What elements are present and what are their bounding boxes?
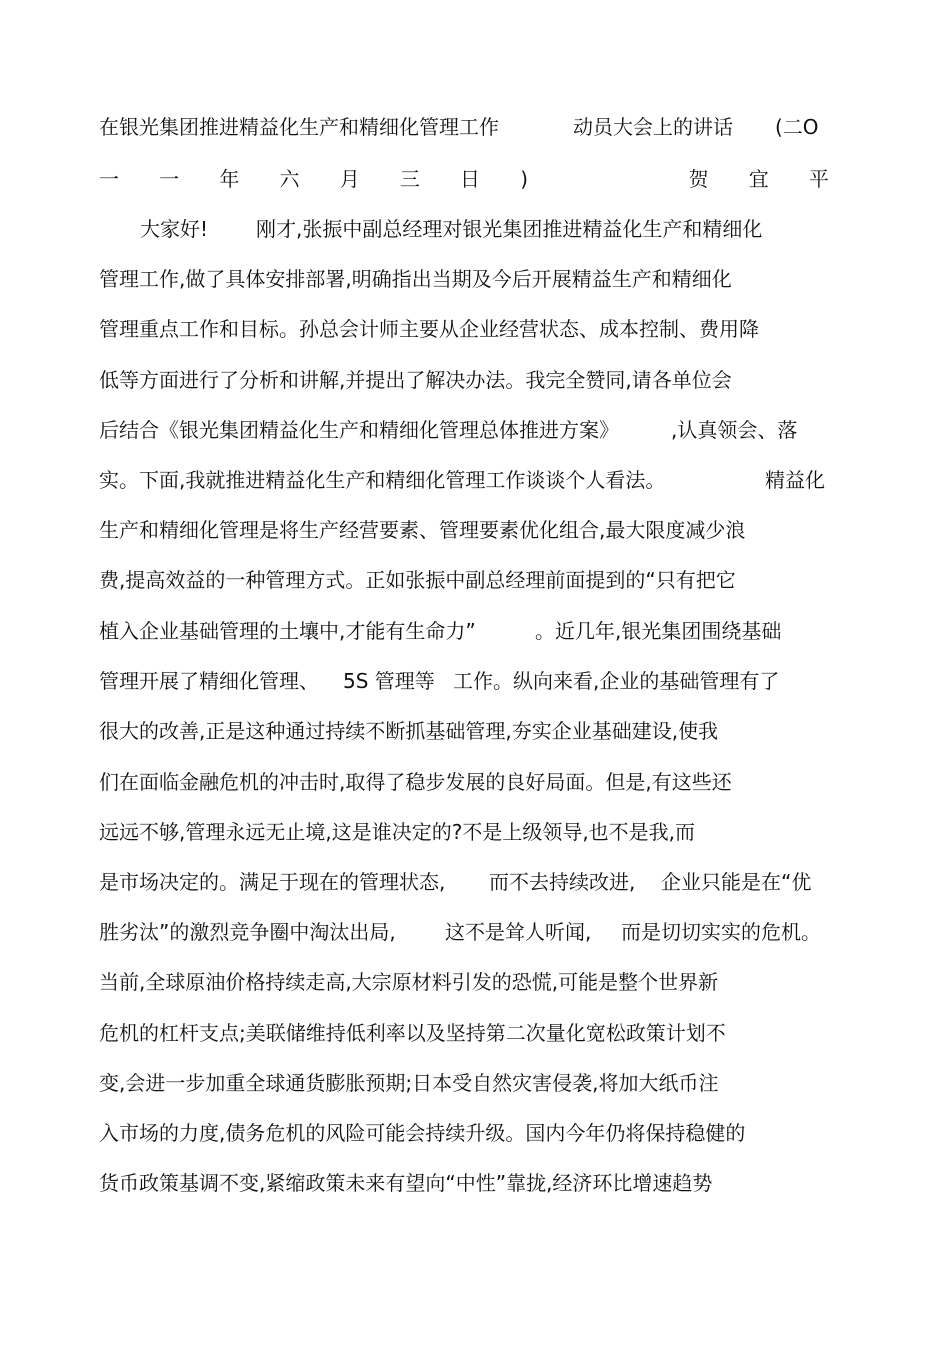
title-date-char: 六 [279,167,300,191]
title-date-char: 月 [339,167,360,191]
title-date-open: (二O [775,115,819,139]
spacer [568,164,588,194]
title-date-char: 年 [219,167,240,191]
paragraph-text: 刚才,张振中副总经理对银光集团推进精益化生产和精细化 [256,217,763,241]
paragraph-text: 植入企业基础管理的土壤中,才能有生命力” [99,619,476,643]
paragraph-text: ,认真领会、落 [671,418,798,442]
paragraph-text: 生产和精细化管理是将生产经营要素、管理要素优化组合,最大限度减少浪 [99,518,746,542]
body-line [99,515,839,545]
paragraph-text: 费,提高效益的一种管理方式。正如张振中副总经理前面提到的“只有把它 [99,568,736,592]
paragraph-text: 管理重点工作和目标。孙总会计师主要从企业经营状态、成本控制、费用降 [99,317,759,341]
paragraph-text: 们在面临金融危机的冲击时,取得了稳步发展的良好局面。但是,有这些还 [99,770,732,794]
body-line [99,767,839,797]
paragraph-text: 危机的杠杆支点;美联储维持低利率以及坚持第二次量化宽松政策计划不 [99,1021,726,1045]
body-line [99,716,839,746]
body-line [99,1068,839,1098]
paragraph-text: 。近几年,银光集团围绕基础 [535,619,782,643]
paragraph-text: 远远不够,管理永远无止境,这是谁决定的?不是上级领导,也不是我,而 [99,820,696,844]
paragraph-text: 管理工作,做了具体安排部署,明确指出当期及今后开展精益生产和精细化 [99,267,732,291]
body-line [99,565,839,595]
body-line [99,1018,839,1048]
paragraph-text: 工作。纵向来看,企业的基础管理有了 [453,669,780,693]
paragraph-text: 企业只能是在“优 [661,870,812,894]
paragraph-text: 5S 管理等 [343,669,435,693]
paragraph-text: 实。下面,我就推进精益化生产和精细化管理工作谈谈个人看法。 [99,468,666,492]
body-line [99,415,839,445]
author-char: 宜 [748,167,769,191]
author-char: 平 [808,167,829,191]
title-date-char: 三 [399,167,420,191]
paragraph-text: 这不是耸人听闻, [445,920,592,944]
body-line [99,666,839,696]
body-line [140,214,840,244]
body-line [99,465,839,495]
paragraph-text: 入市场的力度,债务危机的风险可能会持续升级。国内今年仍将保持稳健的 [99,1121,746,1145]
paragraph-text: 很大的改善,正是这种通过持续不断抓基础管理,夯实企业基础建设,使我 [99,719,719,743]
paragraph-text: 货币政策基调不变,紧缩政策未来有望向“中性”靠拢,经济环比增速趋势 [99,1171,713,1195]
body-line [99,1118,839,1148]
paragraph-text: 变,会进一步加重全球通货膨胀预期;日本受自然灾害侵袭,将加大纸币注 [99,1071,719,1095]
author-char: 贺 [688,167,709,191]
body-line [99,616,839,646]
section-heading: 精益化 [765,468,825,492]
body-line [99,817,839,847]
body-line [99,1168,839,1198]
title-date-close: ) [520,167,529,191]
paragraph-text: 管理开展了精细化管理、 [99,669,319,693]
paragraph-text: 后结合《银光集团精益化生产和精细化管理总体推进方案》 [99,418,619,442]
paragraph-text: 而是切切实实的危机。 [621,920,821,944]
body-line [99,314,839,344]
paragraph-text: 胜劣汰”的激烈竞争圈中淘汰出局, [99,920,396,944]
body-line [99,867,839,897]
body-line [99,264,839,294]
title-line-1 [99,112,839,142]
title-event: 动员大会上的讲话 [573,115,733,139]
paragraph-text: 低等方面进行了分析和讲解,并提出了解决办法。我完全赞同,请各单位会 [99,368,732,392]
greeting: 大家好! [140,217,209,241]
body-line [99,917,844,947]
body-line [99,967,839,997]
title-main: 在银光集团推进精益化生产和精细化管理工作 [99,115,499,139]
title-date-char: 日 [460,167,481,191]
spacer [628,164,648,194]
title-line-2 [99,164,829,194]
title-date-char: 一 [99,167,119,191]
title-date-char: 一 [159,167,180,191]
paragraph-text: 当前,全球原油价格持续走高,大宗原材料引发的恐慌,可能是整个世界新 [99,970,719,994]
body-line [99,365,839,395]
paragraph-text: 是市场决定的。满足于现在的管理状态, [99,870,446,894]
paragraph-text: 而不去持续改进, [489,870,636,894]
